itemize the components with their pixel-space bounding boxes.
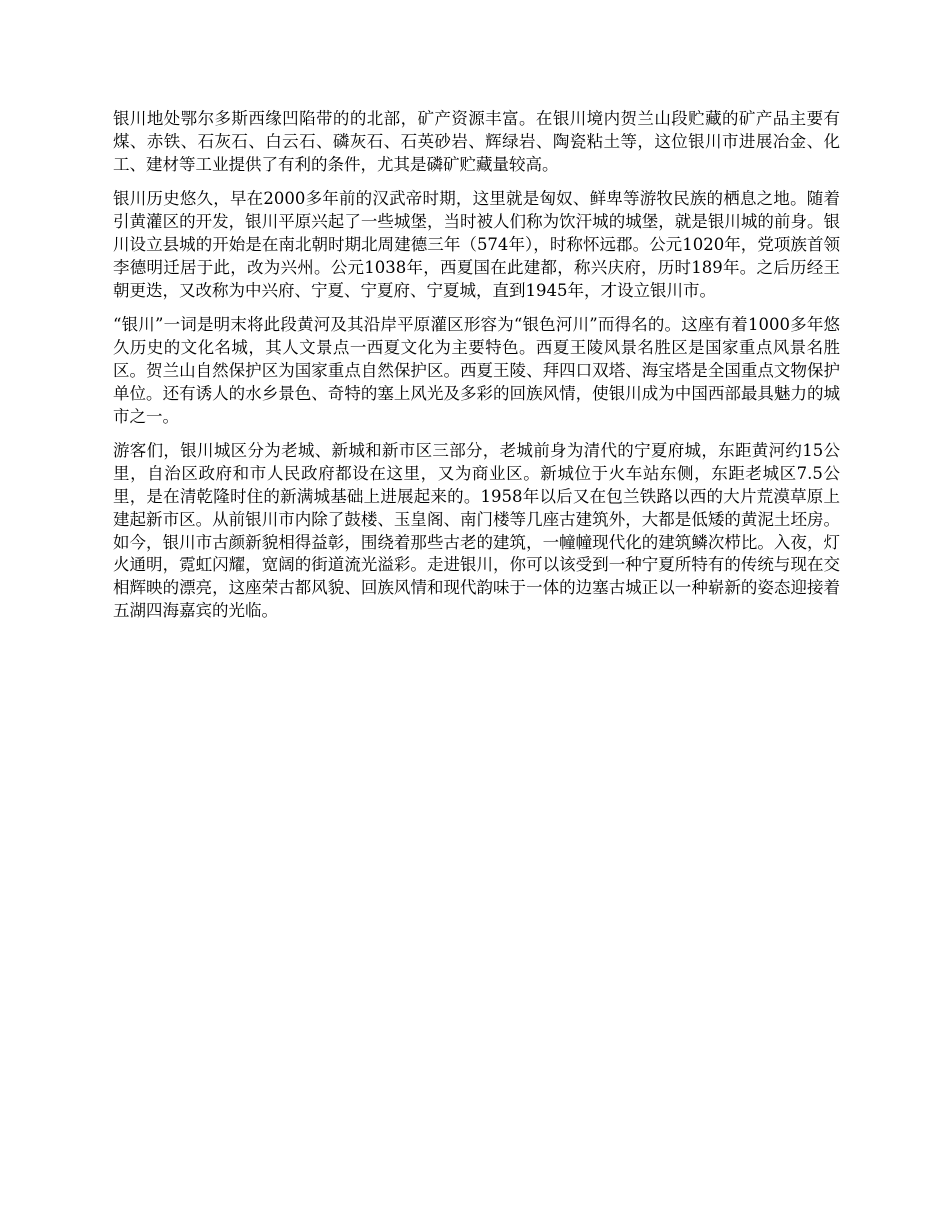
paragraph-city-districts: 游客们，银川城区分为老城、新城和新市区三部分，老城前身为清代的宁夏府城，东距黄河约15公里，自治区政府和市人民政府都设在这里，又为商业区。新城位于火车站东侧，东距老城区7.5公里，是在清乾隆时住的新满城基础上进展起来的。1958年以后又在包兰铁路以西的大片荒漠草原上建起新市区。从前银川市内除了鼓楼、玉皇阁、南门楼等几座古建筑外，大都是低矮的黄泥土坯房。如今，银川市古颜新貌相得益彰，围绕着那些古老的建筑，一幢幢现代化的建筑鳞次栉比。入夜，灯火通明，霓虹闪耀，宽阔的街道流光溢彩。走进银川，你可以该受到一种宁夏所特有的传统与现在交相辉映的漂亮，这座荣古都风貌、回族风情和现代韵味于一体的边塞古城正以一种崭新的姿态迎接着五湖四海嘉宾的光临。: [113, 441, 840, 620]
paragraph-history: 银川历史悠久，早在2000多年前的汉武帝时期，这里就是匈奴、鲜卑等游牧民族的栖息之地。随着引黄灌区的开发，银川平原兴起了一些城堡，当时被人们称为饮汗城的城堡，就是银川城的前身。银川设立县城的开始是在南北朝时期北周建德三年（574年），时称怀远郡。公元1020年，党项族首领李德明迁居于此，改为兴州。公元1038年，西夏国在此建都，称兴庆府，历时189年。之后历经王朝更迭，又改称为中兴府、宁夏、宁夏府、宁夏城，直到1945年，才设立银川市。: [113, 189, 840, 300]
paragraph-name-origin: “银川”一词是明末将此段黄河及其沿岸平原灌区形容为“银色河川”而得名的。这座有着1000多年悠久历史的文化名城，其人文景点一西夏文化为主要特色。西夏王陵风景名胜区是国家重点风景名胜区。贺兰山自然保护区为国家重点自然保护区。西夏王陵、拜四口双塔、海宝塔是全国重点文物保护单位。还有诱人的水乡景色、奇特的塞上风光及多彩的回族风情，使银川成为中国西部最具魅力的城市之一。: [113, 315, 840, 426]
paragraph-minerals: 银川地处鄂尔多斯西缘凹陷带的的北部，矿产资源丰富。在银川境内贺兰山段贮藏的矿产品主要有煤、赤铁、石灰石、白云石、磷灰石、石英砂岩、辉绿岩、陶瓷粘土等，这位银川市进展冶金、化工、建材等工业提供了有利的条件，尤其是磷矿贮藏量较高。: [113, 109, 840, 174]
document-body: [113, 108, 840, 635]
